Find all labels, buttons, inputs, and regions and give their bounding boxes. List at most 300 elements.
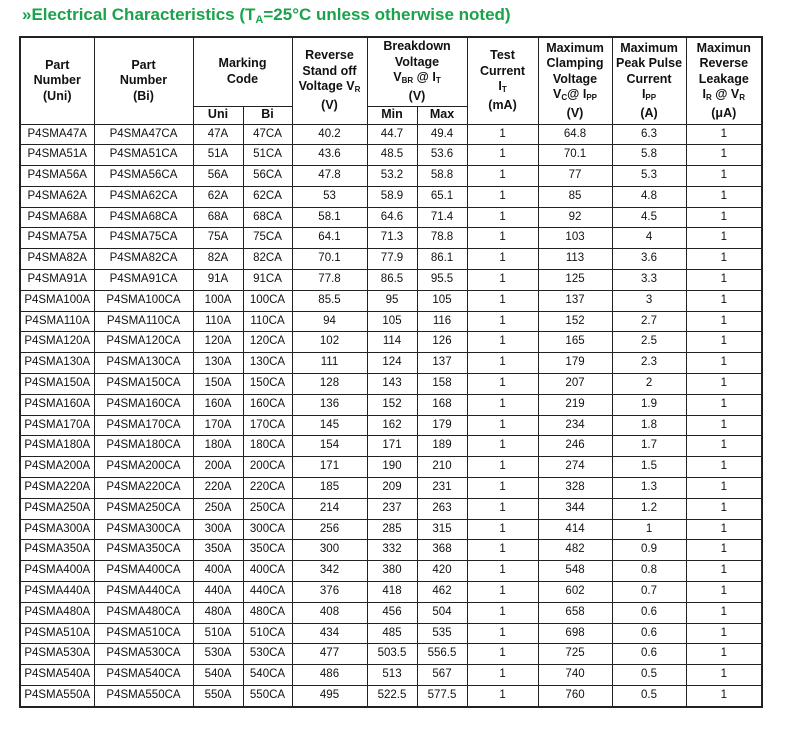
cell-vbr-min: 77.9	[367, 249, 417, 270]
cell-reverse-standoff-voltage: 53	[292, 186, 367, 207]
cell-clamping-voltage: 77	[538, 166, 612, 187]
cell-reverse-standoff-voltage: 486	[292, 665, 367, 686]
table-row	[20, 186, 762, 207]
cell-peak-pulse-current: 0.5	[612, 665, 686, 686]
header-text: (V)	[566, 105, 584, 120]
cell-reverse-standoff-voltage: 495	[292, 686, 367, 707]
header-text: V	[393, 70, 402, 85]
table-row	[20, 290, 762, 311]
cell-peak-pulse-current: 4.8	[612, 186, 686, 207]
cell-peak-pulse-current: 0.8	[612, 561, 686, 582]
cell-peak-pulse-current: 5.8	[612, 145, 686, 166]
cell-vbr-max: 53.6	[417, 145, 467, 166]
cell-test-current: 1	[467, 145, 538, 166]
cell-peak-pulse-current: 5.3	[612, 166, 686, 187]
cell-test-current: 1	[467, 415, 538, 436]
cell-vbr-min: 162	[367, 415, 417, 436]
cell-part-number-bi: P4SMA82CA	[94, 249, 193, 270]
cell-part-number-bi: P4SMA220CA	[94, 478, 193, 499]
cell-reverse-leakage: 1	[686, 686, 762, 707]
header-marking-code	[193, 37, 292, 106]
cell-marking-bi: 480CA	[243, 602, 292, 623]
cell-vbr-max: 556.5	[417, 644, 467, 665]
cell-test-current: 1	[467, 166, 538, 187]
cell-marking-bi: 300CA	[243, 519, 292, 540]
cell-marking-uni: 91A	[193, 270, 243, 291]
cell-reverse-leakage: 1	[686, 124, 762, 145]
cell-part-number-uni: P4SMA220A	[20, 478, 94, 499]
cell-reverse-leakage: 1	[686, 166, 762, 187]
cell-part-number-uni: P4SMA91A	[20, 270, 94, 291]
cell-vbr-min: 86.5	[367, 270, 417, 291]
cell-part-number-uni: P4SMA170A	[20, 415, 94, 436]
cell-reverse-standoff-voltage: 43.6	[292, 145, 367, 166]
cell-part-number-uni: P4SMA530A	[20, 644, 94, 665]
cell-reverse-standoff-voltage: 342	[292, 561, 367, 582]
cell-marking-uni: 75A	[193, 228, 243, 249]
cell-part-number-bi: P4SMA180CA	[94, 436, 193, 457]
cell-marking-uni: 510A	[193, 623, 243, 644]
cell-part-number-uni: P4SMA120A	[20, 332, 94, 353]
header-text: R	[705, 93, 712, 102]
cell-peak-pulse-current: 3.3	[612, 270, 686, 291]
cell-test-current: 1	[467, 228, 538, 249]
cell-reverse-standoff-voltage: 300	[292, 540, 367, 561]
cell-marking-uni: 150A	[193, 374, 243, 395]
header-vbr-max: Max	[417, 106, 467, 124]
cell-clamping-voltage: 92	[538, 207, 612, 228]
cell-vbr-max: 158	[417, 374, 467, 395]
cell-vbr-min: 418	[367, 582, 417, 603]
cell-vbr-max: 71.4	[417, 207, 467, 228]
header-text: (A)	[640, 105, 658, 120]
cell-vbr-min: 114	[367, 332, 417, 353]
cell-marking-bi: 82CA	[243, 249, 292, 270]
table-row	[20, 602, 762, 623]
table-row	[20, 228, 762, 249]
cell-test-current: 1	[467, 353, 538, 374]
cell-vbr-max: 210	[417, 457, 467, 478]
header-text: Part	[45, 57, 70, 72]
cell-clamping-voltage: 602	[538, 582, 612, 603]
cell-test-current: 1	[467, 644, 538, 665]
header-text: @ V	[711, 87, 740, 101]
cell-part-number-uni: P4SMA300A	[20, 519, 94, 540]
cell-clamping-voltage: 760	[538, 686, 612, 707]
cell-marking-uni: 82A	[193, 249, 243, 270]
cell-marking-uni: 47A	[193, 124, 243, 145]
cell-peak-pulse-current: 2.5	[612, 332, 686, 353]
cell-part-number-bi: P4SMA200CA	[94, 457, 193, 478]
cell-clamping-voltage: 698	[538, 623, 612, 644]
cell-vbr-min: 285	[367, 519, 417, 540]
header-text: Number	[119, 73, 168, 87]
cell-part-number-uni: P4SMA350A	[20, 540, 94, 561]
cell-test-current: 1	[467, 457, 538, 478]
cell-part-number-uni: P4SMA400A	[20, 561, 94, 582]
header-part-number-bi	[94, 37, 193, 124]
table-row	[20, 249, 762, 270]
header-text: I	[702, 87, 706, 101]
table-row	[20, 686, 762, 707]
cell-marking-uni: 56A	[193, 166, 243, 187]
cell-clamping-voltage: 482	[538, 540, 612, 561]
cell-peak-pulse-current: 0.5	[612, 686, 686, 707]
header-breakdown-voltage	[367, 37, 467, 106]
cell-clamping-voltage: 344	[538, 498, 612, 519]
cell-marking-uni: 350A	[193, 540, 243, 561]
cell-part-number-uni: P4SMA480A	[20, 602, 94, 623]
cell-clamping-voltage: 274	[538, 457, 612, 478]
cell-clamping-voltage: 70.1	[538, 145, 612, 166]
cell-part-number-bi: P4SMA480CA	[94, 602, 193, 623]
cell-reverse-leakage: 1	[686, 498, 762, 519]
table-row	[20, 166, 762, 187]
cell-reverse-standoff-voltage: 185	[292, 478, 367, 499]
cell-peak-pulse-current: 0.6	[612, 602, 686, 623]
cell-part-number-bi: P4SMA300CA	[94, 519, 193, 540]
cell-reverse-standoff-voltage: 408	[292, 602, 367, 623]
cell-vbr-max: 168	[417, 394, 467, 415]
cell-part-number-uni: P4SMA62A	[20, 186, 94, 207]
cell-vbr-max: 315	[417, 519, 467, 540]
cell-peak-pulse-current: 2.3	[612, 353, 686, 374]
header-text: (μA)	[711, 105, 737, 120]
cell-vbr-max: 65.1	[417, 186, 467, 207]
cell-test-current: 1	[467, 249, 538, 270]
cell-test-current: 1	[467, 394, 538, 415]
cell-reverse-standoff-voltage: 214	[292, 498, 367, 519]
cell-vbr-min: 124	[367, 353, 417, 374]
cell-test-current: 1	[467, 311, 538, 332]
cell-marking-bi: 200CA	[243, 457, 292, 478]
cell-part-number-bi: P4SMA400CA	[94, 561, 193, 582]
cell-reverse-standoff-voltage: 154	[292, 436, 367, 457]
cell-peak-pulse-current: 1	[612, 519, 686, 540]
cell-part-number-bi: P4SMA51CA	[94, 145, 193, 166]
cell-reverse-leakage: 1	[686, 457, 762, 478]
header-text: Maximum	[620, 40, 678, 55]
cell-peak-pulse-current: 4.5	[612, 207, 686, 228]
cell-part-number-bi: P4SMA550CA	[94, 686, 193, 707]
header-text: Reverse	[305, 48, 354, 63]
cell-marking-uni: 530A	[193, 644, 243, 665]
header-text: (Uni)	[43, 88, 72, 103]
cell-part-number-bi: P4SMA440CA	[94, 582, 193, 603]
cell-peak-pulse-current: 2	[612, 374, 686, 395]
cell-part-number-uni: P4SMA100A	[20, 290, 94, 311]
cell-reverse-leakage: 1	[686, 665, 762, 686]
cell-reverse-leakage: 1	[686, 270, 762, 291]
cell-part-number-bi: P4SMA510CA	[94, 623, 193, 644]
cell-test-current: 1	[467, 290, 538, 311]
cell-reverse-standoff-voltage: 102	[292, 332, 367, 353]
cell-reverse-standoff-voltage: 477	[292, 644, 367, 665]
cell-reverse-leakage: 1	[686, 228, 762, 249]
cell-part-number-bi: P4SMA530CA	[94, 644, 193, 665]
cell-test-current: 1	[467, 582, 538, 603]
cell-reverse-leakage: 1	[686, 582, 762, 603]
cell-marking-uni: 68A	[193, 207, 243, 228]
cell-vbr-min: 143	[367, 374, 417, 395]
cell-marking-uni: 300A	[193, 519, 243, 540]
header-text: PP	[645, 93, 657, 102]
cell-peak-pulse-current: 0.6	[612, 644, 686, 665]
header-text: Breakdown	[383, 39, 451, 54]
cell-peak-pulse-current: 3	[612, 290, 686, 311]
header-text: Maximun	[696, 40, 751, 55]
cell-marking-uni: 170A	[193, 415, 243, 436]
header-text: V	[553, 87, 562, 101]
header-text: Leakage	[698, 71, 749, 86]
cell-test-current: 1	[467, 686, 538, 707]
cell-reverse-leakage: 1	[686, 436, 762, 457]
cell-clamping-voltage: 207	[538, 374, 612, 395]
cell-part-number-uni: P4SMA540A	[20, 665, 94, 686]
cell-test-current: 1	[467, 561, 538, 582]
cell-marking-uni: 120A	[193, 332, 243, 353]
header-max-peak-pulse-current	[612, 37, 686, 124]
title-subscript: A	[255, 14, 264, 26]
cell-test-current: 1	[467, 602, 538, 623]
cell-reverse-standoff-voltage: 85.5	[292, 290, 367, 311]
cell-marking-uni: 51A	[193, 145, 243, 166]
cell-reverse-leakage: 1	[686, 602, 762, 623]
table-row	[20, 665, 762, 686]
cell-clamping-voltage: 113	[538, 249, 612, 270]
cell-vbr-min: 48.5	[367, 145, 417, 166]
cell-vbr-max: 462	[417, 582, 467, 603]
header-text: T	[501, 85, 507, 95]
table-row	[20, 394, 762, 415]
header-text: Stand off	[302, 63, 357, 78]
cell-test-current: 1	[467, 270, 538, 291]
cell-part-number-uni: P4SMA160A	[20, 394, 94, 415]
cell-marking-bi: 51CA	[243, 145, 292, 166]
cell-test-current: 1	[467, 519, 538, 540]
cell-part-number-bi: P4SMA75CA	[94, 228, 193, 249]
cell-marking-bi: 180CA	[243, 436, 292, 457]
cell-part-number-uni: P4SMA56A	[20, 166, 94, 187]
header-text: @ I	[567, 87, 587, 101]
cell-vbr-max: 263	[417, 498, 467, 519]
header-text: Clamping	[546, 56, 604, 70]
cell-peak-pulse-current: 1.3	[612, 478, 686, 499]
cell-clamping-voltage: 725	[538, 644, 612, 665]
cell-vbr-max: 179	[417, 415, 467, 436]
cell-peak-pulse-current: 0.9	[612, 540, 686, 561]
cell-marking-uni: 180A	[193, 436, 243, 457]
cell-marking-bi: 160CA	[243, 394, 292, 415]
cell-vbr-min: 332	[367, 540, 417, 561]
cell-reverse-leakage: 1	[686, 332, 762, 353]
header-text: R	[739, 93, 746, 102]
header-text: (V)	[321, 97, 338, 112]
header-text: Reverse	[699, 56, 749, 70]
cell-vbr-min: 105	[367, 311, 417, 332]
table-row	[20, 582, 762, 603]
header-test-current	[467, 37, 538, 124]
header-marking-uni: Uni	[193, 106, 243, 124]
cell-reverse-leakage: 1	[686, 540, 762, 561]
cell-marking-bi: 440CA	[243, 582, 292, 603]
cell-vbr-min: 53.2	[367, 166, 417, 187]
cell-test-current: 1	[467, 124, 538, 145]
cell-part-number-bi: P4SMA100CA	[94, 290, 193, 311]
table-row	[20, 457, 762, 478]
header-text: I	[641, 87, 646, 101]
header-text: Voltage	[394, 54, 440, 69]
table-row	[20, 498, 762, 519]
cell-part-number-bi: P4SMA130CA	[94, 353, 193, 374]
cell-test-current: 1	[467, 374, 538, 395]
header-part-number-uni	[20, 37, 94, 124]
cell-vbr-max: 504	[417, 602, 467, 623]
cell-vbr-max: 577.5	[417, 686, 467, 707]
cell-marking-uni: 440A	[193, 582, 243, 603]
header-text: Current	[479, 63, 526, 78]
cell-peak-pulse-current: 1.8	[612, 415, 686, 436]
cell-peak-pulse-current: 6.3	[612, 124, 686, 145]
cell-vbr-min: 44.7	[367, 124, 417, 145]
table-row	[20, 332, 762, 353]
cell-marking-uni: 480A	[193, 602, 243, 623]
cell-marking-bi: 62CA	[243, 186, 292, 207]
cell-marking-uni: 100A	[193, 290, 243, 311]
cell-marking-uni: 130A	[193, 353, 243, 374]
cell-marking-bi: 120CA	[243, 332, 292, 353]
cell-reverse-leakage: 1	[686, 623, 762, 644]
header-text: Code	[226, 71, 259, 86]
cell-part-number-uni: P4SMA82A	[20, 249, 94, 270]
table-row	[20, 478, 762, 499]
cell-clamping-voltage: 246	[538, 436, 612, 457]
cell-part-number-bi: P4SMA110CA	[94, 311, 193, 332]
cell-clamping-voltage: 219	[538, 394, 612, 415]
cell-vbr-min: 456	[367, 602, 417, 623]
cell-vbr-min: 485	[367, 623, 417, 644]
cell-reverse-leakage: 1	[686, 374, 762, 395]
cell-reverse-standoff-voltage: 136	[292, 394, 367, 415]
cell-vbr-max: 86.1	[417, 249, 467, 270]
table-row	[20, 124, 762, 145]
title-prefix: »Electrical Characteristics (T	[22, 5, 256, 24]
cell-reverse-leakage: 1	[686, 145, 762, 166]
cell-clamping-voltage: 103	[538, 228, 612, 249]
header-text: Current	[626, 71, 672, 86]
cell-test-current: 1	[467, 186, 538, 207]
cell-part-number-bi: P4SMA56CA	[94, 166, 193, 187]
cell-reverse-standoff-voltage: 64.1	[292, 228, 367, 249]
table-row	[20, 561, 762, 582]
cell-reverse-leakage: 1	[686, 186, 762, 207]
cell-reverse-standoff-voltage: 256	[292, 519, 367, 540]
cell-vbr-max: 116	[417, 311, 467, 332]
cell-marking-bi: 75CA	[243, 228, 292, 249]
cell-part-number-uni: P4SMA51A	[20, 145, 94, 166]
table-row	[20, 353, 762, 374]
cell-part-number-uni: P4SMA150A	[20, 374, 94, 395]
cell-part-number-uni: P4SMA110A	[20, 311, 94, 332]
cell-clamping-voltage: 740	[538, 665, 612, 686]
header-text: I	[498, 79, 502, 94]
cell-marking-bi: 220CA	[243, 478, 292, 499]
cell-part-number-uni: P4SMA440A	[20, 582, 94, 603]
cell-marking-bi: 510CA	[243, 623, 292, 644]
cell-part-number-bi: P4SMA91CA	[94, 270, 193, 291]
cell-part-number-bi: P4SMA120CA	[94, 332, 193, 353]
cell-part-number-bi: P4SMA150CA	[94, 374, 193, 395]
header-text: (mA)	[488, 97, 517, 112]
cell-reverse-standoff-voltage: 128	[292, 374, 367, 395]
cell-test-current: 1	[467, 540, 538, 561]
cell-peak-pulse-current: 2.7	[612, 311, 686, 332]
cell-marking-bi: 550CA	[243, 686, 292, 707]
table-row	[20, 519, 762, 540]
header-text: C	[561, 93, 568, 102]
cell-vbr-max: 126	[417, 332, 467, 353]
cell-reverse-leakage: 1	[686, 478, 762, 499]
table-row	[20, 374, 762, 395]
table-row	[20, 623, 762, 644]
cell-part-number-uni: P4SMA47A	[20, 124, 94, 145]
table-row	[20, 270, 762, 291]
cell-marking-uni: 110A	[193, 311, 243, 332]
header-text: (V)	[408, 88, 426, 103]
cell-vbr-min: 513	[367, 665, 417, 686]
cell-part-number-bi: P4SMA68CA	[94, 207, 193, 228]
cell-vbr-min: 152	[367, 394, 417, 415]
header-text: Number	[33, 73, 81, 87]
cell-marking-bi: 68CA	[243, 207, 292, 228]
cell-vbr-min: 522.5	[367, 686, 417, 707]
cell-clamping-voltage: 328	[538, 478, 612, 499]
title-suffix: =25°C unless otherwise noted)	[263, 5, 511, 24]
cell-part-number-bi: P4SMA540CA	[94, 665, 193, 686]
cell-part-number-uni: P4SMA68A	[20, 207, 94, 228]
cell-part-number-uni: P4SMA250A	[20, 498, 94, 519]
cell-marking-bi: 250CA	[243, 498, 292, 519]
cell-vbr-min: 95	[367, 290, 417, 311]
cell-vbr-max: 535	[417, 623, 467, 644]
cell-marking-bi: 400CA	[243, 561, 292, 582]
header-text: R	[354, 85, 361, 95]
table-row	[20, 644, 762, 665]
header-text: T	[435, 76, 441, 86]
section-title	[22, 5, 511, 26]
header-max-reverse-leakage	[686, 37, 762, 124]
cell-reverse-leakage: 1	[686, 290, 762, 311]
cell-reverse-standoff-voltage: 145	[292, 415, 367, 436]
cell-peak-pulse-current: 1.7	[612, 436, 686, 457]
cell-part-number-uni: P4SMA130A	[20, 353, 94, 374]
cell-marking-bi: 91CA	[243, 270, 292, 291]
header-text: Voltage	[552, 71, 598, 86]
header-text: (Bi)	[133, 88, 154, 103]
header-marking-bi: Bi	[243, 106, 292, 124]
cell-clamping-voltage: 125	[538, 270, 612, 291]
cell-reverse-leakage: 1	[686, 249, 762, 270]
cell-clamping-voltage: 137	[538, 290, 612, 311]
table-row	[20, 207, 762, 228]
cell-marking-bi: 56CA	[243, 166, 292, 187]
header-max-clamping-voltage	[538, 37, 612, 124]
cell-marking-bi: 540CA	[243, 665, 292, 686]
header-text: @ I	[413, 70, 436, 85]
cell-test-current: 1	[467, 478, 538, 499]
cell-test-current: 1	[467, 623, 538, 644]
header-text: Maximum	[546, 40, 604, 55]
